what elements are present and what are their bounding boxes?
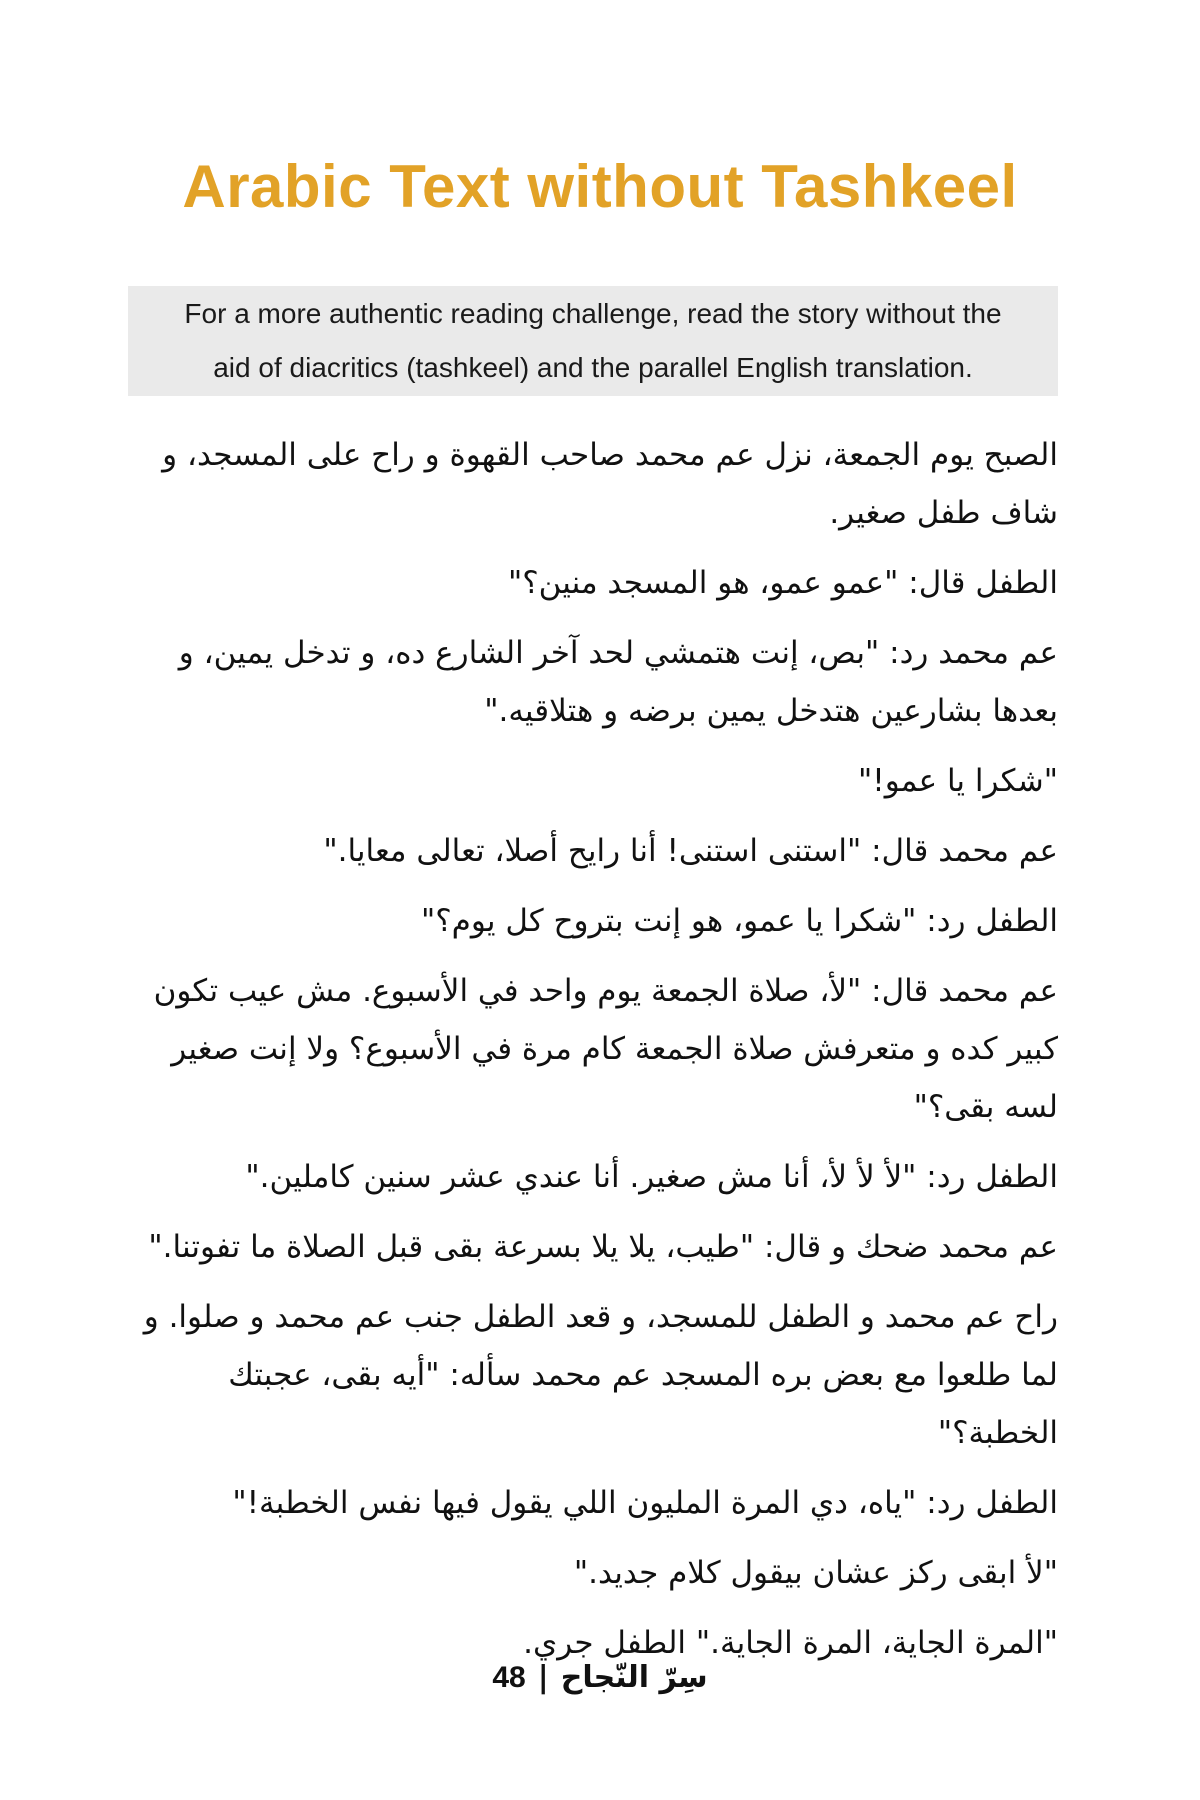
page-number: 48 [492, 1661, 526, 1694]
story-paragraph: الطفل رد: "شكرا يا عمو، هو إنت بتروح كل يوم؟" [420, 903, 1058, 939]
page-footer-content [492, 1656, 707, 1700]
page-title: Arabic Text without Tashkeel [182, 153, 1018, 220]
story-paragraph: عم محمد ضحك و قال: "طيب، يلا يلا بسرعة بقى قبل الصلاة ما تفوتنا." [148, 1229, 1058, 1265]
story-paragraph: "شكرا يا عمو!" [858, 763, 1058, 799]
intro-note [128, 286, 1058, 396]
story-paragraph: راح عم محمد و الطفل للمسجد، و قعد الطفل جنب عم محمد و صلوا. و لما طلعوا مع بعض بره المسجد عم محمد سأله: "أيه بقى، عجبتك الخطبة؟" [143, 1299, 1058, 1451]
intro-note-line: For a more authentic reading challenge, read the story without the [184, 298, 1002, 329]
arabic-story-text [128, 426, 1058, 1672]
story-paragraph: "لأ ابقى ركز عشان بيقول كلام جديد." [573, 1555, 1058, 1591]
story-paragraph: عم محمد قال: "استنى استنى! أنا رايح أصلا، تعالى معايا." [323, 833, 1058, 869]
story-paragraph: عم محمد قال: "لأ، صلاة الجمعة يوم واحد في الأسبوع. مش عيب تكون كبير كده و متعرفش صلاة الجمعة كام مرة في الأسبوع؟ ولا إنت صغير لسه بقى؟" [153, 973, 1058, 1125]
story-paragraph: الطفل قال: "عمو عمو، هو المسجد منين؟" [507, 565, 1058, 601]
book-title: سِرّ النّجاح [560, 1660, 708, 1695]
footer-separator: | [537, 1660, 549, 1695]
page-footer [0, 1656, 1200, 1700]
intro-note-line: aid of diacritics (tashkeel) and the parallel English translation. [213, 352, 973, 383]
story-paragraph: الطفل رد: "ياه، دي المرة المليون اللي يقول فيها نفس الخطبة!" [232, 1485, 1058, 1521]
story-paragraph: "المرة الجاية، المرة الجاية." الطفل جري. [523, 1625, 1058, 1661]
story-paragraph: عم محمد رد: "بص، إنت هتمشي لحد آخر الشارع ده، و تدخل يمين، و بعدها بشارعين هتدخل يمين برضه و هتلاقيه." [178, 635, 1058, 729]
story-paragraph: الصبح يوم الجمعة، نزل عم محمد صاحب القهوة و راح على المسجد، و شاف طفل صغير. [162, 437, 1058, 531]
story-paragraph: الطفل رد: "لأ لأ لأ، أنا مش صغير. أنا عندي عشر سنين كاملين." [245, 1159, 1058, 1195]
